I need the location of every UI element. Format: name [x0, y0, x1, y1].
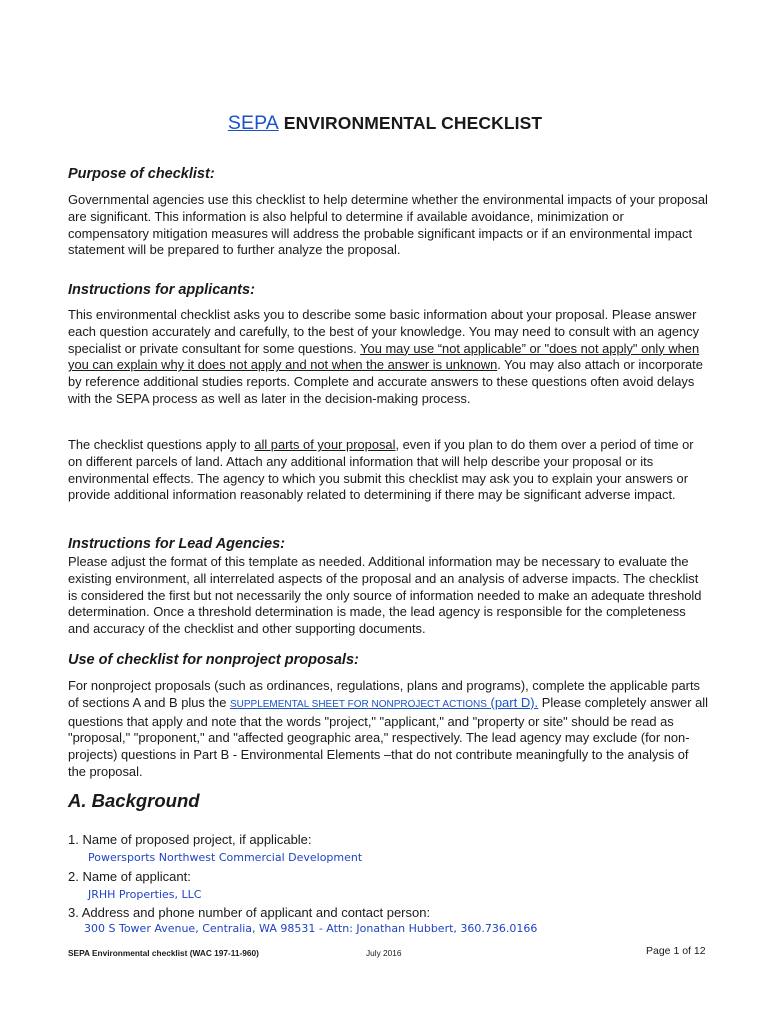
applicants-paragraph-1	[68, 307, 708, 408]
purpose-body: Governmental agencies use this checklist to help determine whether the environmental impacts of your proposal are significant. This information is also helpful to determine if available avoidance, minimization or compensatory mitigation measures will address the probable significant impacts or if an environmental impact statement will be prepared to further analyze the proposal.	[68, 192, 708, 258]
supplemental-sheet-link[interactable]: SUPPLEMENTAL SHEET FOR NONPROJECT ACTIONS	[229, 698, 487, 710]
question-2: 2. Name of applicant:	[68, 869, 191, 884]
title-text: ENVIRONMENTAL CHECKLIST	[278, 113, 543, 133]
applicants-p2-text-end: , even if you plan to do them over a period of time or on different parcels of land. Attach any additional information that will help describe your proposal or its environmental effects. The agency to which you submit this checklist may ask you to explain your answers or provide additional information reasonably related to determining if there may be significant adverse impact.	[68, 437, 694, 503]
nonproject-text-end: Please completely answer all questions that apply and note that the words "project," "applicant," and "property or site" should be read as "proposal," "proponent," and "affected geographic area," respectively. The lead agency may exclude (for non-projects) questions in Part B - Environmental Elements –that do not contribute meaningfully to the analysis of the proposal.	[68, 694, 708, 779]
applicants-p1-text-end: . You may also attach or incorporate by reference additional studies reports. Complete and accurate answers to these questions often avoid delays with the SEPA process as well as later in the decision-making process.	[68, 357, 703, 406]
answer-3-field[interactable]: 300 S Tower Avenue, Centralia, WA 98531 - Attn: Jonathan Hubbert, 360.736.0166	[84, 922, 538, 935]
purpose-heading: Purpose of checklist:	[68, 166, 215, 182]
nonproject-heading: Use of checklist for nonproject proposals:	[68, 652, 359, 668]
footer-date: July 2016	[366, 948, 402, 958]
applicants-p2-text: The checklist questions apply to	[68, 437, 255, 452]
background-heading: A. Background	[68, 790, 200, 811]
nonproject-body	[68, 678, 708, 781]
applicants-p1-underlined: You may use “not applicable” or "does not apply" only when you can explain why it does not apply and not when the answer is unknown	[68, 340, 700, 373]
answer-2-field[interactable]: JRHH Properties, LLC	[88, 888, 202, 901]
applicants-heading: Instructions for applicants:	[68, 282, 255, 298]
applicants-paragraph-2	[68, 437, 708, 504]
page-number: Page 1 of 12	[646, 945, 706, 957]
part-d-link[interactable]: (part D).	[486, 694, 539, 710]
applicants-p1-text: This environmental checklist asks you to describe some basic information about your proposal. Please answer each question accurately and carefully, to the best of your knowledge. You may need to consult with an agency specialist or private consultant for some questions.	[68, 307, 700, 356]
answer-1-field[interactable]: Powersports Northwest Commercial Development	[88, 851, 363, 864]
sepa-link[interactable]: SEPA	[227, 112, 279, 134]
question-1: 1. Name of proposed project, if applicable:	[68, 832, 312, 847]
lead-agencies-body: Please adjust the format of this template as needed. Additional information may be necessary to evaluate the existing environment, all interrelated aspects of the proposal and an analysis of adverse impacts. The checklist is considered the first but not necessarily the only source of information needed to make an adequate threshold determination. Once a threshold determination is made, the lead agency is responsible for the completeness and accuracy of the checklist and other supporting documents.	[68, 554, 702, 637]
applicants-p2-underlined: all parts of your proposal	[254, 437, 396, 452]
footer-doc-id: SEPA Environmental checklist (WAC 197-11-960)	[68, 948, 259, 958]
page-title	[0, 112, 770, 135]
nonproject-text: For nonproject proposals (such as ordinances, regulations, plans and programs), complete the applicable parts of sections A and B plus the	[68, 678, 700, 710]
lead-agencies-heading: Instructions for Lead Agencies:	[68, 536, 285, 552]
question-3: 3. Address and phone number of applicant and contact person:	[68, 905, 431, 920]
